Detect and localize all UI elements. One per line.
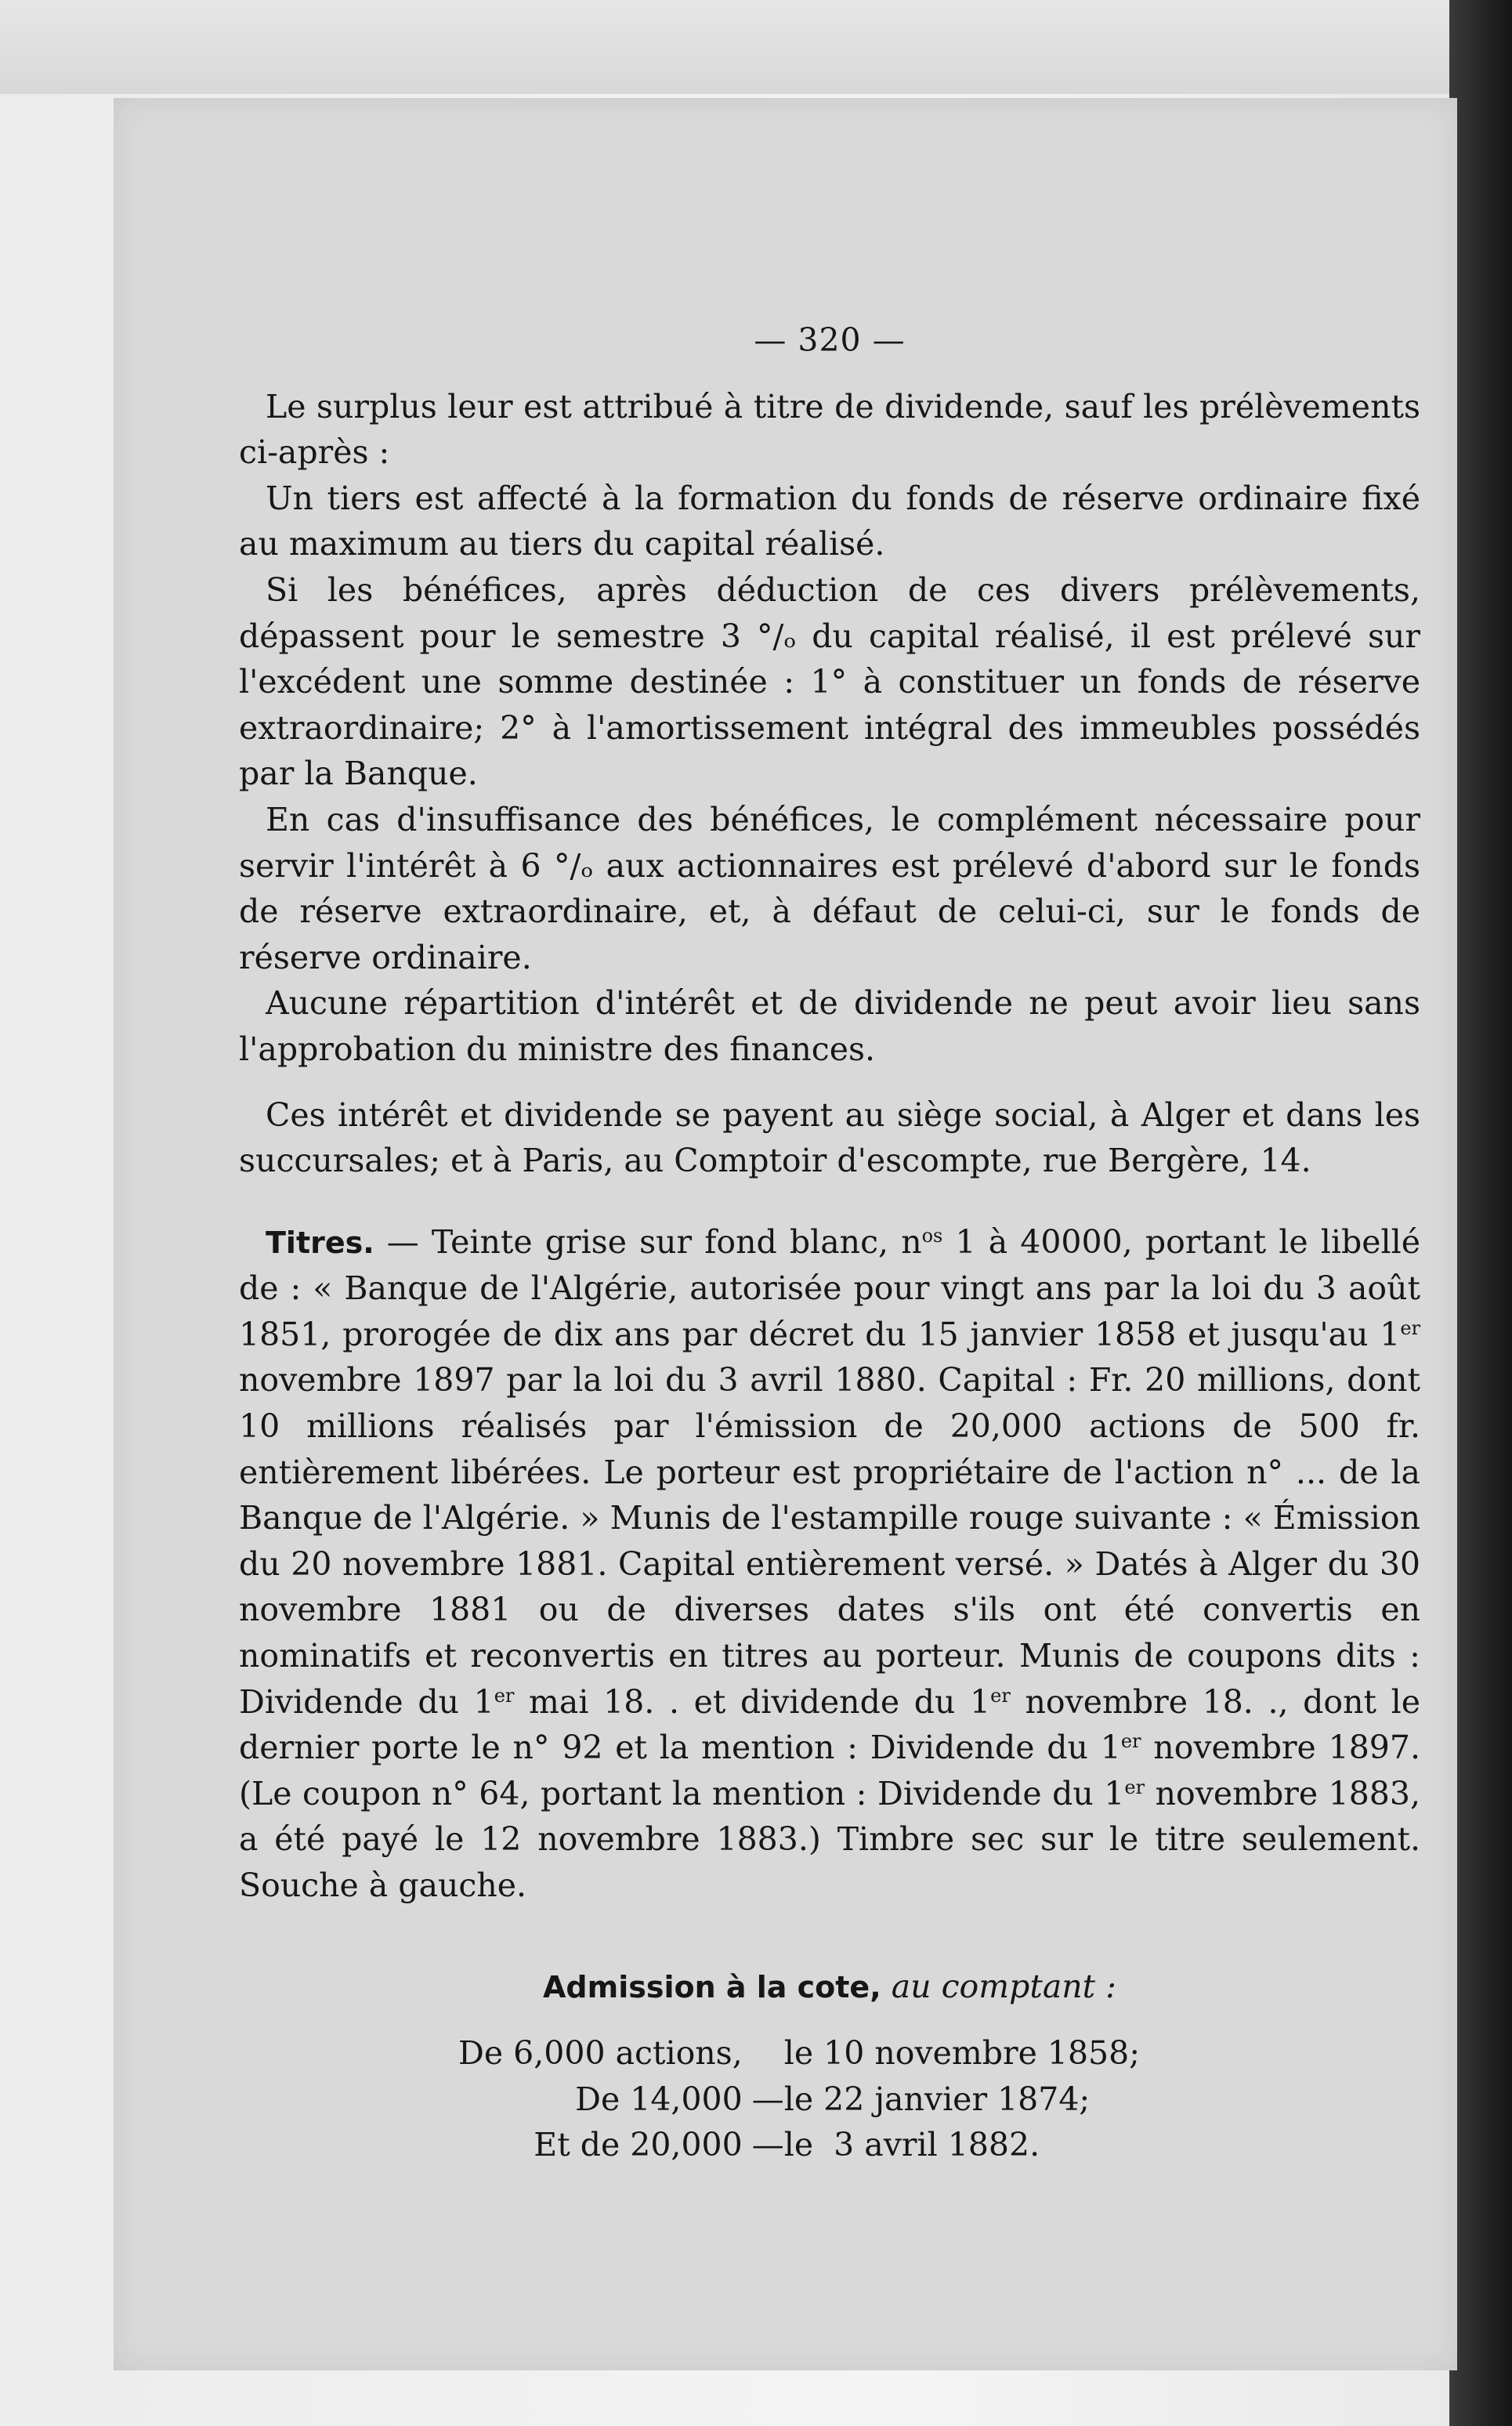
titres-sup: er: [1124, 1776, 1145, 1798]
paragraph-insuffisance: En cas d'insuffisance des bénéfices, le complément nécessaire pour servir l'intérêt à 6 °/ₒ aux actionnaires est prélevé d'abord sur le fonds de réserve extraordinaire, et, à défaut de celui-ci, sur le fonds de réserve ordinaire.: [239, 800, 1420, 976]
admission-heading: [239, 1964, 1420, 2011]
titres-sup: er: [990, 1684, 1011, 1707]
paragraph-surplus: Le surplus leur est attribué à titre de dividende, sauf les prélèvements ci-après :: [239, 387, 1420, 472]
titres-text: novembre 1897. (Le coupon n° 64, portant la mention : Dividende du 1: [239, 1729, 1420, 1812]
admission-qty: De 14,000: [575, 2080, 743, 2118]
spacer: [239, 1073, 1420, 1092]
admission-title-bold: Admission à la cote,: [542, 1969, 881, 2004]
admission-row: [458, 2077, 1140, 2123]
admission-row: [458, 2030, 1140, 2077]
titres-text: novembre 1897 par la loi du 3 avril 1880. Capital : Fr. 20 millions, dont 10 millions réalisés par l'émission de 20,000 actions de 500 fr. entièrement libérées. Le porteur est propriétaire de l'action n° ... de la Banque de l'Algérie. » Munis de l'estampille rouge suivante : « Émission du 20 novembre 1881. Capital entièrement versé. » Datés à Alger du 30 novembre 1881 ou de diverses dates s'ils ont été convertis en nominatifs et reconvertis en titres au porteur. Munis de coupons dits : Dividende du 1: [239, 1361, 1420, 1721]
paragraph-titres: [239, 1219, 1420, 1909]
admission-dash: —: [751, 2080, 784, 2118]
admission-date: le 22 janvier 1874;: [783, 2080, 1091, 2118]
admission-table: [458, 2030, 1140, 2168]
admission-dash: [752, 2030, 784, 2077]
admission-date: le 10 novembre 1858;: [783, 2034, 1141, 2073]
titres-text: novembre 18. ., dont le dernier porte le n° 92 et la mention : Dividende du 1: [239, 1682, 1420, 1767]
titres-sup: os: [921, 1224, 943, 1247]
titres-sup: er: [1400, 1316, 1420, 1339]
admission-date: le 3 avril 1882.: [783, 2126, 1040, 2164]
page-number: — 320 —: [754, 321, 906, 359]
titres-text: 1 à 40000, portant le libellé de : « Banque de l'Algérie, autorisée pour vingt ans par la loi du 3 août 1851, prorogée de dix ans par décret du 15 janvier 1858 et jusqu'au 1: [239, 1222, 1420, 1353]
titres-text: novembre 1883, a été payé le 12 novembre 1883.) Timbre sec sur le titre seulement. Souche à gauche.: [239, 1774, 1420, 1904]
paragraph-paiement: Ces intérêt et dividende se payent au siège social, à Alger et dans les succursales; et à Paris, au Comptoir d'escompte, rue Bergère, 14.: [239, 1095, 1420, 1180]
book-binding-edge: [1449, 0, 1512, 2426]
scan-top-margin: [0, 0, 1512, 94]
titres-text: — Teinte grise sur fond blanc, n: [374, 1222, 922, 1261]
admission-dash: —: [751, 2126, 784, 2164]
spacer: [239, 1184, 1420, 1219]
titres-sup: er: [494, 1684, 515, 1707]
paragraph-repartition: Aucune répartition d'intérêt et de dividende ne peut avoir lieu sans l'approbation du ministre des finances.: [239, 984, 1420, 1068]
page-content: [239, 317, 1420, 2168]
titres-sup: er: [1120, 1730, 1141, 1753]
admission-row: [458, 2122, 1140, 2168]
admission-title-italic: au comptant :: [891, 1967, 1116, 2005]
titres-label: Titres.: [266, 1225, 374, 1260]
paragraph-benefices: Si les bénéfices, après déduction de ces divers prélèvements, dépassent pour le semestre 3 °/ₒ du capital réalisé, il est prélevé sur l'excédent une somme destinée : 1° à constituer un fonds de réserve extraordinaire; 2° à l'amortissement intégral des immeubles possédés par la Banque.: [239, 570, 1420, 793]
titres-text: mai 18. . et dividende du 1: [514, 1682, 991, 1721]
admission-qty: Et de 20,000: [534, 2126, 743, 2164]
paragraph-tiers: Un tiers est affecté à la formation du fonds de réserve ordinaire fixé au maximum au tiers du capital réalisé.: [239, 479, 1420, 563]
admission-qty: De 6,000 actions,: [458, 2034, 743, 2073]
